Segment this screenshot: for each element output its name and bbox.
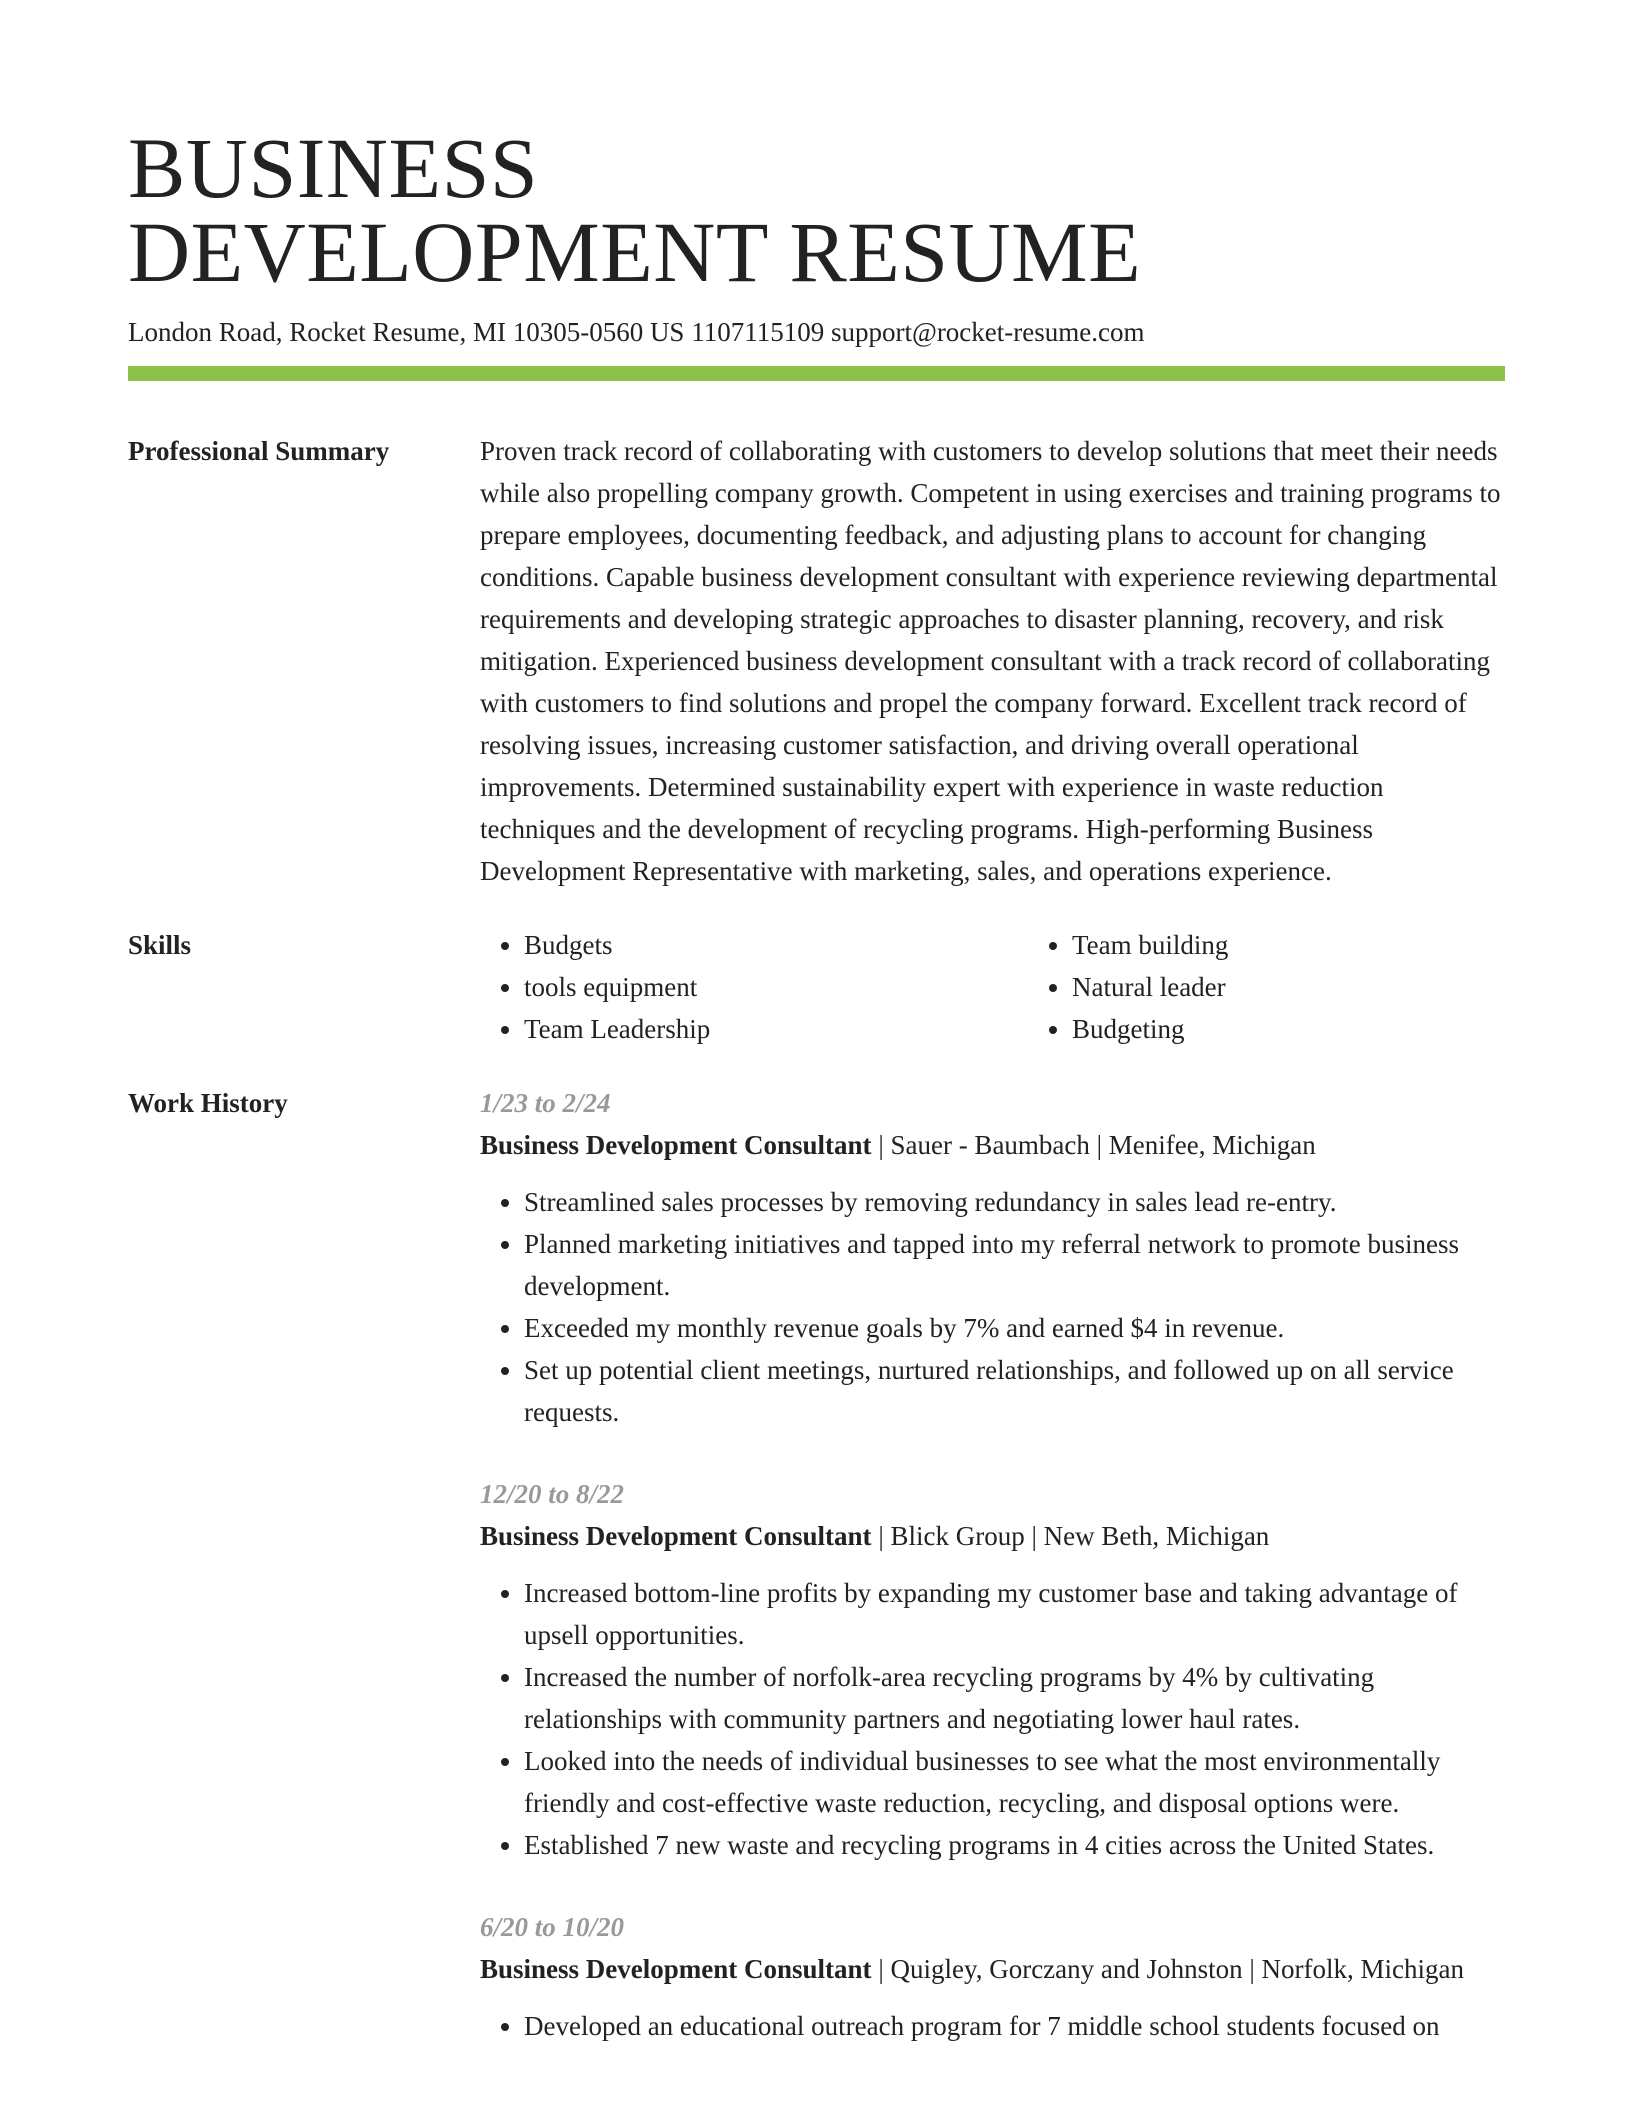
resume-title (128, 120, 1505, 300)
job-bullet: • Increased bottom-line profits by expanding my customer base and taking advantage of upsell opportunities. (524, 1572, 1505, 1656)
job-heading (480, 1124, 1505, 1166)
job-entry (480, 1082, 1505, 1433)
skill-item: • tools equipment (524, 966, 1028, 1008)
job-bullet: • Established 7 new waste and recycling programs in 4 cities across the United States. (524, 1824, 1505, 1866)
job-bullets (480, 2005, 1505, 2047)
title-line-1: BUSINESS (128, 120, 539, 216)
summary-text: Proven track record of collaborating with customers to develop solutions that meet their needs while also propelling company growth. Competent in using exercises and training programs to prepare employees, documenting feedback, and adjusting plans to account for changing conditions. Capable business development consultant with experience reviewing departmental requirements and developing strategic approaches to disaster planning, recovery, and risk mitigation. Experienced business development consultant with a track record of collaborating with customers to find solutions and propel the company forward. Excellent track record of resolving issues, increasing customer satisfaction, and driving overall operational improvements. Determined sustainability expert with experience in waste reduction techniques and the development of recycling programs. High-performing Business Development Representative with marketing, sales, and operations experience. (480, 436, 1501, 886)
job-bullet: • Increased the number of norfolk-area recycling programs by 4% by cultivating relationships with community partners and negotiating lower haul rates. (524, 1656, 1505, 1740)
job-details: | Sauer - Baumbach | Menifee, Michigan (871, 1130, 1316, 1160)
skills-grid (480, 924, 1576, 1050)
job-bullet: • Set up potential client meetings, nurtured relationships, and followed up on all service requests. (524, 1349, 1505, 1433)
contact-info: London Road, Rocket Resume, MI 10305-0560 US 1107115109 support@rocket-resume.com (128, 317, 1145, 347)
work-history-section (128, 1082, 1505, 2047)
work-history-label: Work History (128, 1088, 288, 1118)
job-bullet: • Exceeded my monthly revenue goals by 7% and earned $4 in revenue. (524, 1307, 1505, 1349)
job-bullet: • Streamlined sales processes by removing redundancy in sales lead re-entry. (524, 1181, 1505, 1223)
job-bullet: • Looked into the needs of individual businesses to see what the most environmentally friendly and cost-effective waste reduction, recycling, and disposal options were. (524, 1740, 1505, 1824)
skill-item: • Natural leader (1072, 966, 1576, 1008)
skill-item: • Team building (1072, 924, 1576, 966)
job-details: | Quigley, Gorczany and Johnston | Norfolk, Michigan (871, 1954, 1465, 1984)
job-dates: 6/20 to 10/20 (480, 1912, 625, 1942)
job-bullets (480, 1572, 1505, 1866)
job-entry (480, 1906, 1505, 2047)
skill-item: • Budgeting (1072, 1008, 1576, 1050)
job-bullet: • Developed an educational outreach program for 7 middle school students focused on (524, 2005, 1505, 2047)
job-heading (480, 1948, 1505, 1990)
accent-divider (128, 366, 1505, 381)
job-dates: 12/20 to 8/22 (480, 1479, 625, 1509)
job-title: Business Development Consultant (480, 1130, 872, 1160)
work-history-body (480, 1082, 1505, 2047)
title-line-2: DEVELOPMENT RESUME (128, 204, 1142, 300)
job-title: Business Development Consultant (480, 1521, 872, 1551)
skills-column-2 (1028, 924, 1576, 1050)
job-details: | Blick Group | New Beth, Michigan (871, 1521, 1270, 1551)
skill-item: • Budgets (524, 924, 1028, 966)
job-bullet: • Planned marketing initiatives and tapped into my referral network to promote business development. (524, 1223, 1505, 1307)
job-entry (480, 1473, 1505, 1866)
skill-item: • Team Leadership (524, 1008, 1028, 1050)
job-dates: 1/23 to 2/24 (480, 1088, 611, 1118)
skills-section (128, 924, 1505, 1050)
summary-section (128, 430, 1505, 892)
resume-page (128, 120, 1505, 2047)
job-heading (480, 1515, 1505, 1557)
skills-column-1 (480, 924, 1028, 1050)
job-title: Business Development Consultant (480, 1954, 872, 1984)
job-bullets (480, 1181, 1505, 1433)
skills-label: Skills (128, 930, 192, 960)
summary-label: Professional Summary (128, 436, 390, 466)
